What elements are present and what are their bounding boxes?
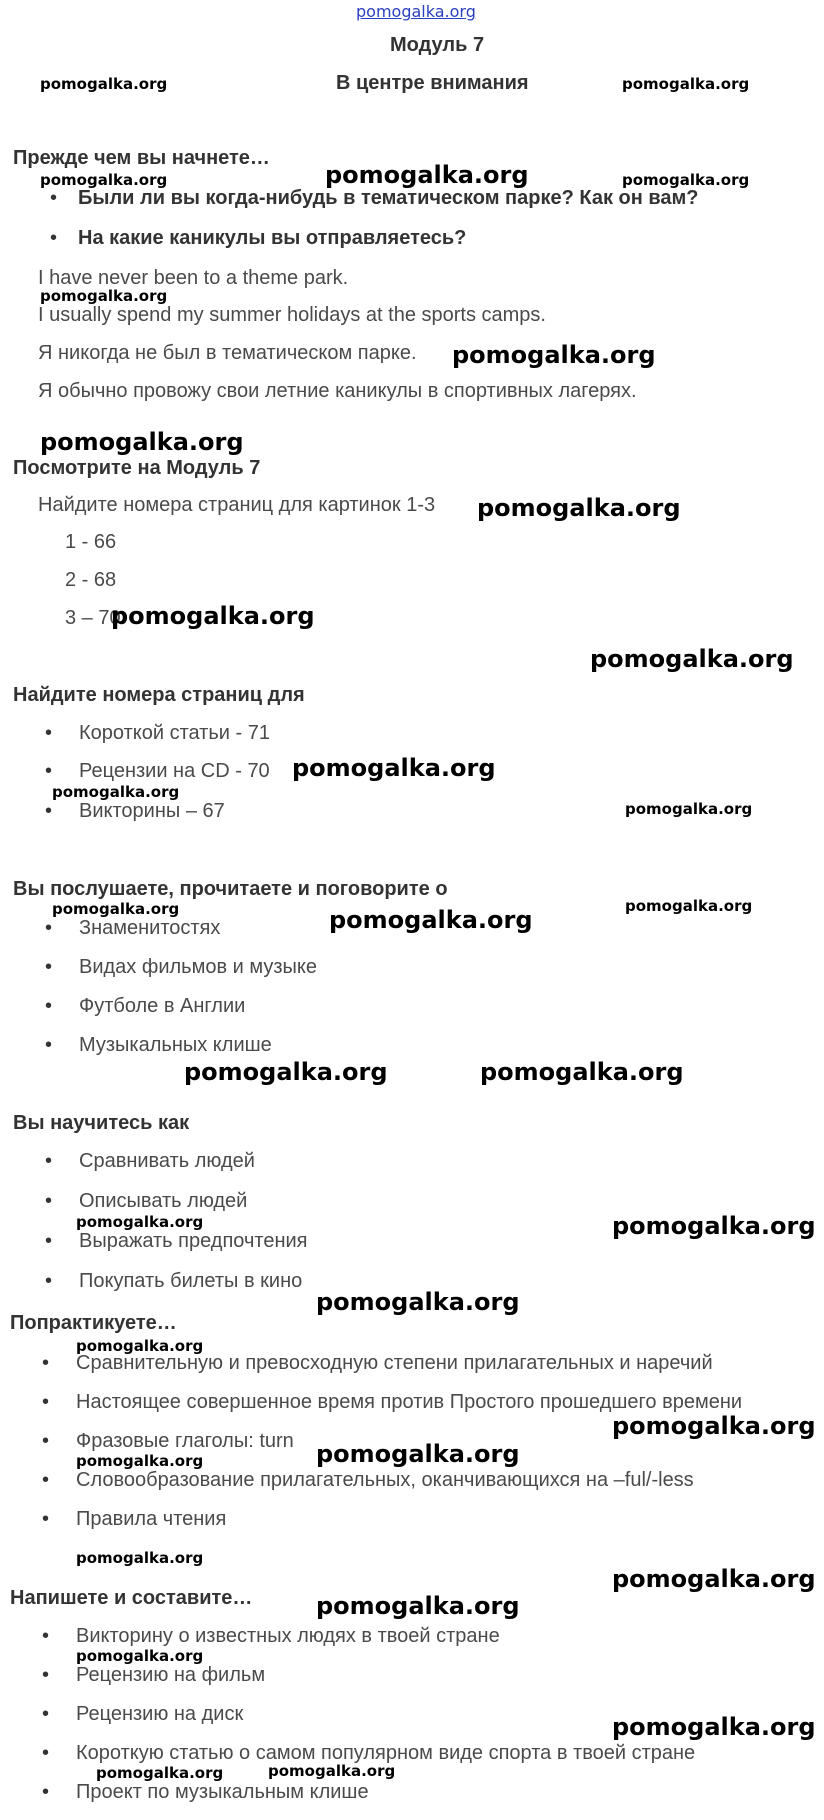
answer-text: I usually spend my summer holidays at the sports camps.	[38, 304, 546, 326]
list-item-text: Рецензию на фильм	[76, 1664, 266, 1686]
watermark: pomogalka.org	[96, 1764, 224, 1782]
bullet-icon: •	[45, 956, 53, 978]
watermark: pomogalka.org	[622, 75, 750, 93]
bullet-icon: •	[45, 1150, 53, 1172]
list-item	[42, 1625, 500, 1648]
module-title: Модуль 7	[390, 34, 485, 56]
list-item-text: Викторину о известных людях в твоей стране	[76, 1625, 500, 1647]
list-item	[45, 1270, 302, 1293]
watermark: pomogalka.org	[268, 1762, 396, 1780]
list-item-text: Музыкальных клише	[79, 1034, 272, 1056]
list-item	[42, 1352, 713, 1375]
list-item-text: Выражать предпочтения	[79, 1230, 308, 1252]
list-item-text: Проект по музыкальным клише	[76, 1781, 369, 1803]
bullet-icon: •	[42, 1664, 50, 1686]
page-answer: 2 - 68	[65, 569, 117, 591]
bullet-icon: •	[45, 722, 53, 744]
list-item-text: Настоящее совершенное время против Простого прошедшего времени	[76, 1391, 743, 1413]
list-item-text: Сравнивать людей	[79, 1150, 255, 1172]
watermark: pomogalka.org	[316, 1288, 520, 1316]
answer-text: Я обычно провожу свои летние каникулы в спортивных лагерях.	[38, 380, 637, 402]
list-item	[45, 1150, 255, 1173]
section-title-write-compose: Напишете и составите…	[10, 1587, 253, 1609]
bullet-icon: •	[42, 1391, 50, 1413]
list-item-text: Покупать билеты в кино	[79, 1270, 303, 1292]
list-item-text: Фразовые глаголы: turn	[76, 1430, 294, 1452]
list-item	[45, 956, 317, 979]
list-item-text: Описывать людей	[79, 1190, 248, 1212]
bullet-icon: •	[42, 1625, 50, 1647]
watermark: pomogalka.org	[40, 287, 168, 305]
watermark: pomogalka.org	[40, 428, 244, 456]
watermark: pomogalka.org	[76, 1337, 204, 1355]
list-item-text: Словообразование прилагательных, оканчивающихся на –ful/-less	[76, 1469, 694, 1491]
page-subtitle: В центре внимания	[336, 72, 529, 94]
list-item	[42, 1781, 369, 1804]
answer-text: Я никогда не был в тематическом парке.	[38, 342, 417, 364]
list-item	[45, 760, 270, 783]
bullet-icon: •	[50, 187, 58, 209]
bullet-icon: •	[45, 1270, 53, 1292]
bullet-icon: •	[45, 760, 53, 782]
list-item	[42, 1703, 243, 1726]
watermark: pomogalka.org	[452, 341, 656, 369]
bullet-icon: •	[42, 1742, 50, 1764]
section-title-listen-read: Вы послушаете, прочитаете и поговорите о	[13, 878, 448, 900]
page-answer: 3 – 70	[65, 607, 121, 629]
watermark: pomogalka.org	[590, 645, 794, 673]
list-item-text: Рецензии на CD - 70	[79, 760, 270, 782]
instruction-text: Найдите номера страниц для картинок 1-3	[38, 494, 436, 516]
section-title-learn-how: Вы научитесь как	[13, 1112, 190, 1134]
list-item	[45, 1230, 308, 1253]
section-title-look-module: Посмотрите на Модуль 7	[13, 457, 261, 479]
list-item	[42, 1391, 742, 1414]
watermark: pomogalka.org	[612, 1412, 816, 1440]
site-link[interactable]: pomogalka.org	[356, 2, 476, 21]
watermark: pomogalka.org	[40, 171, 168, 189]
watermark: pomogalka.org	[111, 602, 315, 630]
watermark: pomogalka.org	[612, 1713, 816, 1741]
section-title-before-start: Прежде чем вы начнете…	[13, 147, 270, 169]
watermark: pomogalka.org	[325, 161, 529, 189]
list-item	[42, 1664, 265, 1687]
list-item-text: Короткую статью о самом популярном виде спорта в твоей стране	[76, 1742, 696, 1764]
bullet-icon: •	[45, 995, 53, 1017]
list-item-text: Знаменитостях	[79, 917, 221, 939]
list-item	[45, 800, 225, 823]
list-item-text: Короткой статьи - 71	[79, 722, 270, 744]
watermark: pomogalka.org	[52, 900, 180, 918]
bullet-icon: •	[42, 1508, 50, 1530]
watermark: pomogalka.org	[622, 171, 750, 189]
watermark: pomogalka.org	[76, 1549, 204, 1567]
list-item	[42, 1508, 226, 1531]
list-item-text: Сравнительную и превосходную степени прилагательных и наречий	[76, 1352, 713, 1374]
watermark: pomogalka.org	[477, 494, 681, 522]
bullet-icon: •	[42, 1703, 50, 1725]
list-item	[50, 187, 699, 210]
watermark: pomogalka.org	[76, 1452, 204, 1470]
bullet-icon: •	[42, 1469, 50, 1491]
page-answer: 1 - 66	[65, 531, 117, 553]
watermark: pomogalka.org	[76, 1213, 204, 1231]
watermark: pomogalka.org	[625, 897, 753, 915]
list-item	[45, 917, 220, 940]
watermark: pomogalka.org	[76, 1647, 204, 1665]
watermark: pomogalka.org	[612, 1565, 816, 1593]
watermark: pomogalka.org	[329, 906, 533, 934]
watermark: pomogalka.org	[52, 783, 180, 801]
watermark: pomogalka.org	[40, 75, 168, 93]
list-item-text: Викторины – 67	[79, 800, 225, 822]
list-item-text: Рецензию на диск	[76, 1703, 244, 1725]
question-text: Были ли вы когда-нибудь в тематическом парке? Как он вам?	[78, 187, 699, 209]
bullet-icon: •	[45, 1190, 53, 1212]
list-item	[42, 1469, 694, 1492]
bullet-icon: •	[42, 1781, 50, 1803]
list-item	[45, 995, 245, 1018]
list-item	[45, 1190, 247, 1213]
list-item	[45, 722, 270, 745]
bullet-icon: •	[42, 1352, 50, 1374]
list-item	[50, 227, 466, 250]
list-item	[42, 1430, 294, 1453]
watermark: pomogalka.org	[184, 1058, 388, 1086]
watermark: pomogalka.org	[625, 800, 753, 818]
list-item-text: Видах фильмов и музыке	[79, 956, 317, 978]
question-text: На какие каникулы вы отправляетесь?	[78, 227, 467, 249]
bullet-icon: •	[45, 1230, 53, 1252]
watermark: pomogalka.org	[612, 1212, 816, 1240]
bullet-icon: •	[50, 227, 58, 249]
watermark: pomogalka.org	[316, 1440, 520, 1468]
watermark: pomogalka.org	[316, 1592, 520, 1620]
watermark: pomogalka.org	[480, 1058, 684, 1086]
bullet-icon: •	[42, 1430, 50, 1452]
watermark: pomogalka.org	[292, 754, 496, 782]
section-title-practice: Попрактикуете…	[10, 1312, 177, 1334]
section-title-find-pages: Найдите номера страниц для	[13, 684, 305, 706]
list-item-text: Футболе в Англии	[79, 995, 246, 1017]
bullet-icon: •	[45, 1034, 53, 1056]
answer-text: I have never been to a theme park.	[38, 267, 349, 289]
bullet-icon: •	[45, 917, 53, 939]
list-item	[45, 1034, 272, 1057]
list-item-text: Правила чтения	[76, 1508, 227, 1530]
bullet-icon: •	[45, 800, 53, 822]
